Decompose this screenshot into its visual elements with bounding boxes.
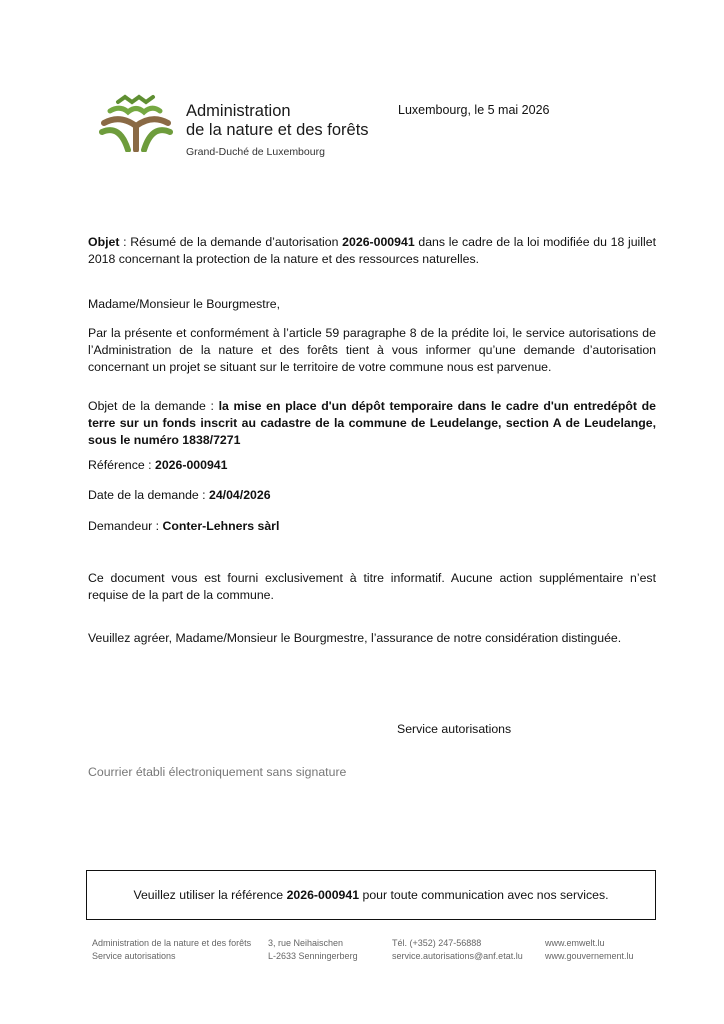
org-name-line2: de la nature et des forêts [186,121,369,139]
request-date-label: Date de la demande : [88,488,209,502]
applicant-line [88,518,656,535]
object-text-before: : Résumé de la demande d’autorisation [119,235,343,249]
request-object-label: Objet de la demande : [88,399,219,413]
object-label: Objet [88,235,120,249]
footer-website-emwelt[interactable]: www.emwelt.lu [545,938,605,948]
footer-website-gouvernement[interactable]: www.gouvernement.lu [545,951,634,961]
footer-phone: Tél. (+352) 247-56888 [392,938,482,948]
footer-address-line1: 3, rue Neihaischen [268,938,344,948]
org-name-line1: Administration [186,102,291,120]
ref-box-number: 2026-000941 [286,888,360,902]
request-date-line [88,487,656,504]
footer-contact [392,937,523,963]
closing-formula: Veuillez agréer, Madame/Monsieur le Bourgmestre, l’assurance de notre considération distinguée. [88,631,622,645]
object-number: 2026-000941 [342,235,415,249]
reference-line [88,457,656,474]
signoff: Service autorisations [397,722,512,736]
reference-box [86,870,656,920]
applicant-value: Conter-Lehners sàrl [162,519,280,533]
intro-paragraph: Par la présente et conformément à l’article 59 paragraphe 8 de la prédite loi, le service autorisations de l’Administration de la nature et des forêts tient à vous informer qu’une demande d’autorisation concernant un projet se situant sur le territoire de votre commune nous est parvenue. [88,326,656,374]
footer-org [92,937,251,963]
footer-org-line1: Administration de la nature et des forêts [92,938,252,948]
footer-org-line2: Service autorisations [92,951,176,961]
anf-logo-icon [98,94,174,152]
salutation: Madame/Monsieur le Bourgmestre, [88,297,281,311]
ref-box-after: pour toute communication avec nos services. [362,888,609,902]
applicant-label: Demandeur : [88,519,163,533]
letter-date: Luxembourg, le 5 mai 2026 [398,103,550,117]
object-paragraph [88,234,656,268]
object-text-after: dans le cadre de la loi modifiée du 18 juillet 2018 concernant la protection de la nature et des ressources naturelles. [88,235,656,266]
request-object-value: la mise en place d'un dépôt temporaire dans le cadre d'un entredépôt de terre sur un fonds inscrit au cadastre de la commune de Leudelange, section A de Leudelange, sous le numéro 1838/7271 [88,399,656,447]
footer-websites [545,937,634,963]
request-object-paragraph [88,398,656,449]
ref-box-before: Veuillez utiliser la référence [133,888,284,902]
org-country: Grand-Duché de Luxembourg [186,146,325,158]
footer-address [268,937,358,963]
reference-value: 2026-000941 [155,458,228,472]
info-note: Ce document vous est fourni exclusivement à titre informatif. Aucune action supplémentaire n’est requise de la part de la commune. [88,571,656,602]
organization-brand [186,102,369,158]
reference-label: Référence : [88,458,155,472]
request-date-value: 24/04/2026 [209,488,271,502]
not-signed-note: Courrier établi électroniquement sans signature [88,765,347,779]
footer-email[interactable]: service.autorisations@anf.etat.lu [392,951,523,961]
footer-address-line2: L-2633 Senningerberg [268,951,358,961]
